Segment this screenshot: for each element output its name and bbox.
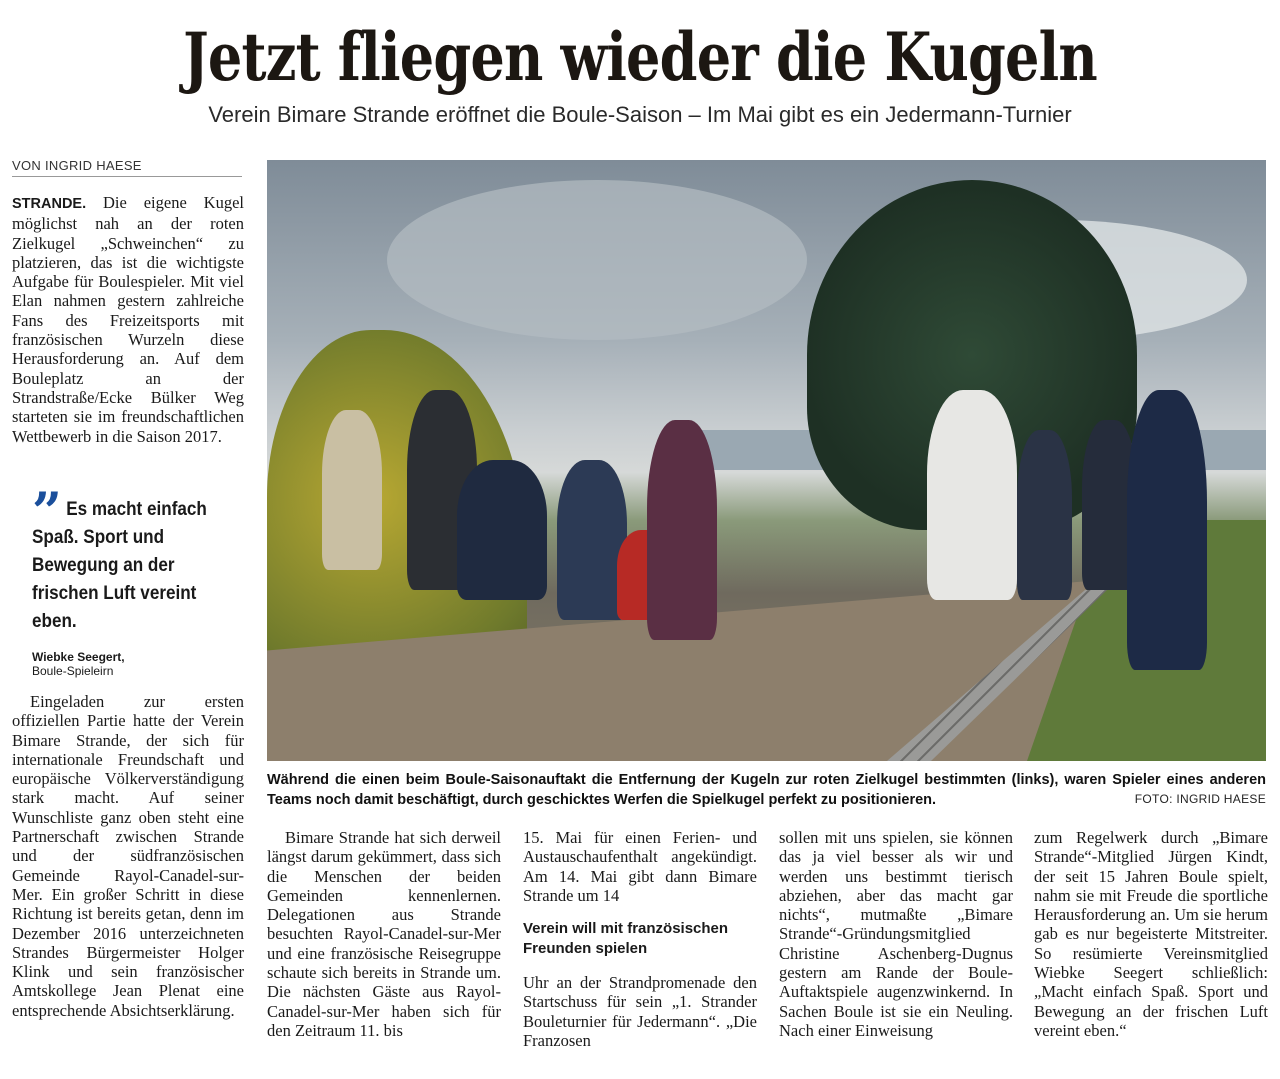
quote-author: [32, 650, 246, 678]
section-subtitle: Verein will mit französischen Freunden spielen: [523, 920, 729, 958]
body-column-1: [12, 692, 244, 1020]
quote-author-name: Wiebke Seegert,: [32, 650, 125, 664]
dateline: STRANDE.: [12, 196, 87, 212]
body-column-5: [1034, 828, 1268, 1040]
lead-text: Die eigene Kugel möglichst nah an der roten Zielkugel „Schweinchen“ zu platzieren, das ist die wichtigste Aufgabe für Boulespieler. Mit viel Elan nahmen gestern zahlreiche Fans des Freizeitsports mit französischen Wurzeln diese Herausforderung an. Auf dem Bouleplatz an der Strandstraße/Ecke Bülker Weg starteten sie im freundschaftlichen Wettbewerb in die Saison 2017.: [12, 193, 244, 446]
quote-text: Es macht einfach Spaß. Sport und Bewegung an der frischen Luft vereint eben.: [32, 499, 207, 632]
quote-mark-icon: ”: [32, 482, 62, 543]
body-text-3b: Uhr an der Strandpromenade den Startschuss für sein „1. Strander Bouleturnier für Jedermann“. „Die Franzosen: [523, 973, 757, 1051]
body-column-4: [779, 828, 1013, 1040]
pull-quote: [32, 482, 246, 678]
headline: Jetzt fliegen wieder die Kugeln: [183, 18, 1097, 96]
article-photo: [267, 160, 1266, 761]
body-text-3a: 15. Mai für einen Ferien- und Austauschaufenthalt angekündigt. Am 14. Mai gibt dann Bimare Strande um 14: [523, 828, 757, 905]
body-text-5: zum Regelwerk durch „Bimare Strande“-Mitglied Jürgen Kindt, der seit 15 Jahren Boule spielt, nahm sie mit Freude die sportliche Herausforderung an. Um sie herum gab es nur begeisterte Mitstreiter. So resümierte Vereinsmitglied Wiebke Seegert schließlich: „Macht einfach Spaß. Sport und Bewegung an der frischen Luft vereint eben.“: [1034, 828, 1268, 1040]
body-text-4: sollen mit uns spielen, sie können das ja viel besser als wir und werden uns bestimmt tierisch abziehen, aber das macht gar nichts“, mutmaßte „Bimare Strande“-Gründungsmitglied Christine Aschenberg-Dugnus gestern am Rande der Boule-Auftaktspiele augenzwinkernd. In Sachen Boule ist sie ein Neuling. Nach einer Einweisung: [779, 828, 1013, 1040]
photo-caption: Während die einen beim Boule-Saisonauftakt die Entfernung der Kugeln zur roten Zielkugel bestimmten (links), waren Spieler eines anderen Teams noch damit beschäftigt, durch geschicktes Werfen die Spielkugel perfekt zu positionieren.: [267, 772, 1266, 808]
quote-author-role: Boule-Spieleirn: [32, 664, 114, 678]
lead-paragraph: [12, 193, 244, 446]
body-text-2: Bimare Strande hat sich derweil längst darum gekümmert, dass sich die Menschen der beiden Gemeinden kennenlernen. Delegationen aus Strande besuchten Rayol-Canadel-sur-Mer und eine französische Reisegruppe schaute sich bereits in Strande um. Die nächsten Gäste aus Rayol-Canadel-sur-Mer haben sich für den Zeitraum 11. bis: [267, 828, 501, 1040]
photo-credit: FOTO: INGRID HAESE: [1134, 792, 1266, 806]
body-column-2: [267, 828, 501, 1040]
body-column-3: [523, 828, 757, 1050]
subheadline: Verein Bimare Strande eröffnet die Boule-Saison – Im Mai gibt es ein Jedermann-Turnier: [208, 102, 1072, 127]
byline: VON INGRID HAESE: [12, 158, 242, 177]
body-text-1: Eingeladen zur ersten offiziellen Partie hatte der Verein Bimare Strande, der sich für internationale Freundschaft und europäische Völkerverständigung stark macht. Auf seiner Wunschliste ganz oben steht eine Partnerschaft zwischen Strande und der südfranzösischen Gemeinde Rayol-Canadel-sur-Mer. Ein großer Schritt in diese Richtung ist bereits getan, denn im Dezember 2016 unterzeichneten Strandes Bürgermeister Holger Klink und sein französischer Amtskollege Jean Plenat eine entsprechende Absichtserklärung.: [12, 692, 244, 1020]
